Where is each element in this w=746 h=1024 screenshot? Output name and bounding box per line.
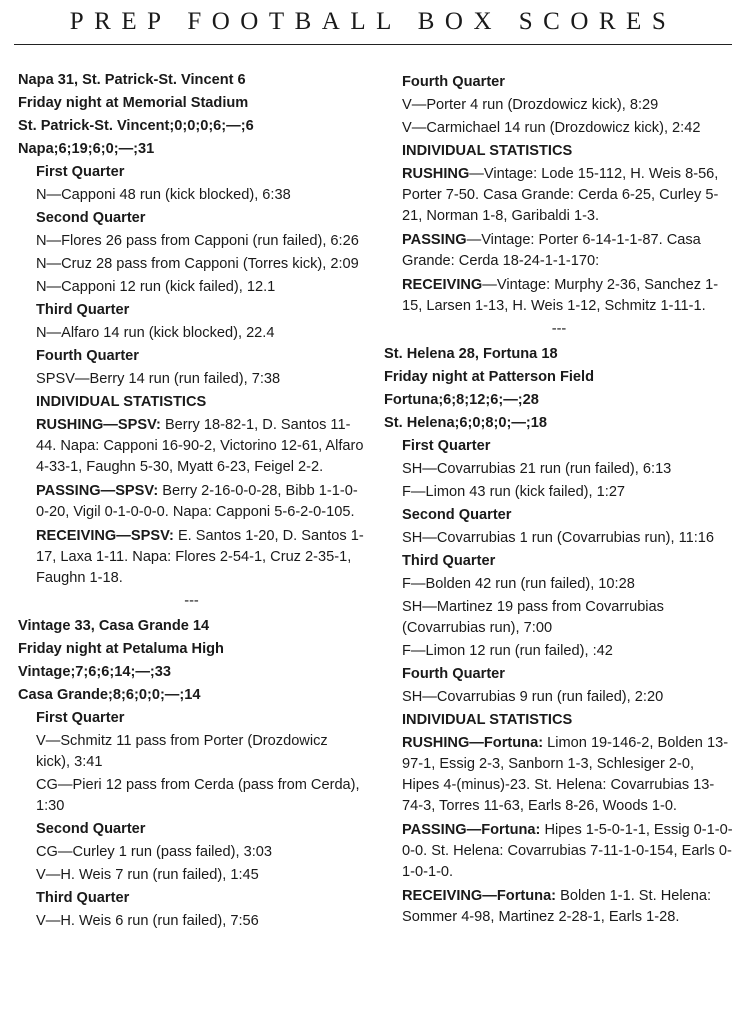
- passing-text: Hipes 1-5-0-1-1, Essig 0-1-0-0-0. St. Helena: Covarrubias 7-11-1-0-154, Earls 0-1-0-1-0.: [402, 822, 733, 880]
- scoring-play: F—Bolden 42 run (run failed), 10:28: [402, 576, 635, 592]
- quarter-heading: Third Quarter: [36, 302, 130, 318]
- rushing-label: RUSHING—Fortuna:: [402, 735, 544, 751]
- scoring-play: N—Capponi 12 run (kick failed), 12.1: [36, 279, 276, 295]
- receiving-label: RECEIVING—SPSV:: [36, 528, 174, 544]
- receiving-label: RECEIVING: [402, 277, 483, 293]
- rushing-stats: [402, 164, 734, 227]
- columns: [0, 60, 746, 934]
- scoring-play: V—H. Weis 7 run (run failed), 1:45: [36, 867, 259, 883]
- game-vintage-casa-grande: [18, 616, 365, 932]
- rushing-stats: [402, 733, 734, 817]
- line-score: St. Helena;6;0;8;0;—;18: [384, 415, 548, 431]
- game-separator: ---: [184, 593, 199, 609]
- scoring-play: CG—Pieri 12 pass from Cerda (pass from Cerda), 1:30: [36, 777, 360, 814]
- quarter-heading: Second Quarter: [36, 821, 146, 837]
- scoring-play: F—Limon 12 run (run failed), :42: [402, 643, 613, 659]
- line-score: Fortuna;6;8;12;6;—;28: [384, 392, 539, 408]
- game-napa-spsv: [18, 70, 365, 610]
- scoring-play: N—Flores 26 pass from Capponi (run failed), 6:26: [36, 233, 359, 249]
- passing-text: —Vintage: Porter 6-14-1-1-87. Casa Grande: Cerda 18-24-1-1-170:: [402, 232, 701, 269]
- scoring-play: N—Capponi 48 run (kick blocked), 6:38: [36, 187, 291, 203]
- passing-stats: [36, 481, 365, 523]
- quarter-heading: Third Quarter: [402, 553, 496, 569]
- rushing-text: Berry 18-82-1, D. Santos 11-44. Napa: Capponi 16-90-2, Victorino 12-61, Alfaro 4-33-1, Faughn 5-30, Myatt 6-23, Feigel 2-2.: [36, 417, 364, 475]
- game-headline: Vintage 33, Casa Grande 14: [18, 618, 210, 634]
- scoring-play: F—Limon 43 run (kick failed), 1:27: [402, 484, 626, 500]
- game-venue: Friday night at Memorial Stadium: [18, 95, 249, 111]
- scoring-play: V—Schmitz 11 pass from Porter (Drozdowicz kick), 3:41: [36, 733, 328, 770]
- passing-label: PASSING: [402, 232, 467, 248]
- passing-label: PASSING—SPSV:: [36, 483, 159, 499]
- game-headline: St. Helena 28, Fortuna 18: [384, 346, 558, 362]
- line-score: Napa;6;19;6;0;—;31: [18, 141, 155, 157]
- quarter-heading: Second Quarter: [36, 210, 146, 226]
- scoring-play: CG—Curley 1 run (pass failed), 3:03: [36, 844, 273, 860]
- line-score: Vintage;7;6;6;14;—;33: [18, 664, 172, 680]
- rushing-stats: [36, 415, 365, 478]
- receiving-stats: [402, 886, 734, 928]
- stats-heading: INDIVIDUAL STATISTICS: [402, 712, 573, 728]
- game-venue: Friday night at Petaluma High: [18, 641, 224, 657]
- scoring-play: SPSV—Berry 14 run (run failed), 7:38: [36, 371, 281, 387]
- passing-label: PASSING—Fortuna:: [402, 822, 541, 838]
- quarter-heading: Fourth Quarter: [402, 74, 505, 90]
- scoring-play: V—Carmichael 14 run (Drozdowicz kick), 2:42: [402, 120, 701, 136]
- quarter-heading: Fourth Quarter: [36, 348, 139, 364]
- rushing-text: —Vintage: Lode 15-112, H. Weis 8-56, Porter 7-50. Casa Grande: Cerda 6-25, Curley 5-21, Norman 1-8, Garibaldi 1-3.: [402, 166, 719, 224]
- scoring-play: SH—Covarrubias 1 run (Covarrubias run), 11:16: [402, 530, 715, 546]
- page-header: [14, 0, 732, 45]
- stats-heading: INDIVIDUAL STATISTICS: [36, 394, 207, 410]
- receiving-text: E. Santos 1-20, D. Santos 1-17, Laxa 1-11. Napa: Flores 2-54-1, Cruz 2-35-1, Faughn 1-18.: [36, 528, 364, 586]
- stats-heading: INDIVIDUAL STATISTICS: [402, 143, 573, 159]
- scoring-play: SH—Martinez 19 pass from Covarrubias (Covarrubias run), 7:00: [402, 599, 664, 636]
- left-column: [0, 60, 365, 934]
- receiving-stats: [36, 526, 365, 589]
- right-column: [365, 60, 746, 934]
- scoring-play: V—Porter 4 run (Drozdowicz kick), 8:29: [402, 97, 659, 113]
- scoring-play: SH—Covarrubias 9 run (run failed), 2:20: [402, 689, 664, 705]
- receiving-label: RECEIVING—Fortuna:: [402, 888, 557, 904]
- game-headline: Napa 31, St. Patrick-St. Vincent 6: [18, 72, 246, 88]
- scoring-play: N—Alfaro 14 run (kick blocked), 22.4: [36, 325, 275, 341]
- receiving-text: Bolden 1-1. St. Helena: Sommer 4-98, Martinez 2-28-1, Earls 1-28.: [402, 888, 712, 925]
- line-score: St. Patrick-St. Vincent;0;0;0;6;—;6: [18, 118, 254, 134]
- receiving-text: —Vintage: Murphy 2-36, Sanchez 1-15, Larsen 1-13, H. Weis 1-12, Schmitz 1-11-1.: [402, 277, 719, 314]
- scoring-play: N—Cruz 28 pass from Capponi (Torres kick), 2:09: [36, 256, 359, 272]
- scoring-play: SH—Covarrubias 21 run (run failed), 6:13: [402, 461, 672, 477]
- line-score: Casa Grande;8;6;0;0;—;14: [18, 687, 201, 703]
- rushing-label: RUSHING—SPSV:: [36, 417, 161, 433]
- quarter-heading: Second Quarter: [402, 507, 512, 523]
- passing-stats: [402, 230, 734, 272]
- quarter-heading: Third Quarter: [36, 890, 130, 906]
- game-venue: Friday night at Patterson Field: [384, 369, 595, 385]
- game-vintage-casa-grande-continued: [384, 72, 734, 317]
- quarter-heading: Fourth Quarter: [402, 666, 505, 682]
- quarter-heading: First Quarter: [36, 164, 125, 180]
- game-separator: ---: [551, 321, 567, 337]
- page-title: PREP FOOTBALL BOX SCORES: [69, 8, 677, 35]
- receiving-stats: [402, 275, 734, 317]
- passing-stats: [402, 820, 734, 883]
- passing-text: Berry 2-16-0-0-28, Bibb 1-1-0-0-20, Vigil 0-1-0-0-0. Napa: Capponi 5-6-2-0-105.: [36, 483, 358, 520]
- scoring-play: V—H. Weis 6 run (run failed), 7:56: [36, 913, 259, 929]
- game-st-helena-fortuna: [384, 344, 734, 928]
- quarter-heading: First Quarter: [36, 710, 125, 726]
- quarter-heading: First Quarter: [402, 438, 491, 454]
- rushing-label: RUSHING: [402, 166, 470, 182]
- rushing-text: Limon 19-146-2, Bolden 13-97-1, Essig 2-3, Sanborn 1-3, Schlesiger 2-0, Hipes 4-(minus)-23. St. Helena: Covarrubias 13-74-3, Torres 11-63, Earls 8-26, Woods 1-0.: [402, 735, 729, 814]
